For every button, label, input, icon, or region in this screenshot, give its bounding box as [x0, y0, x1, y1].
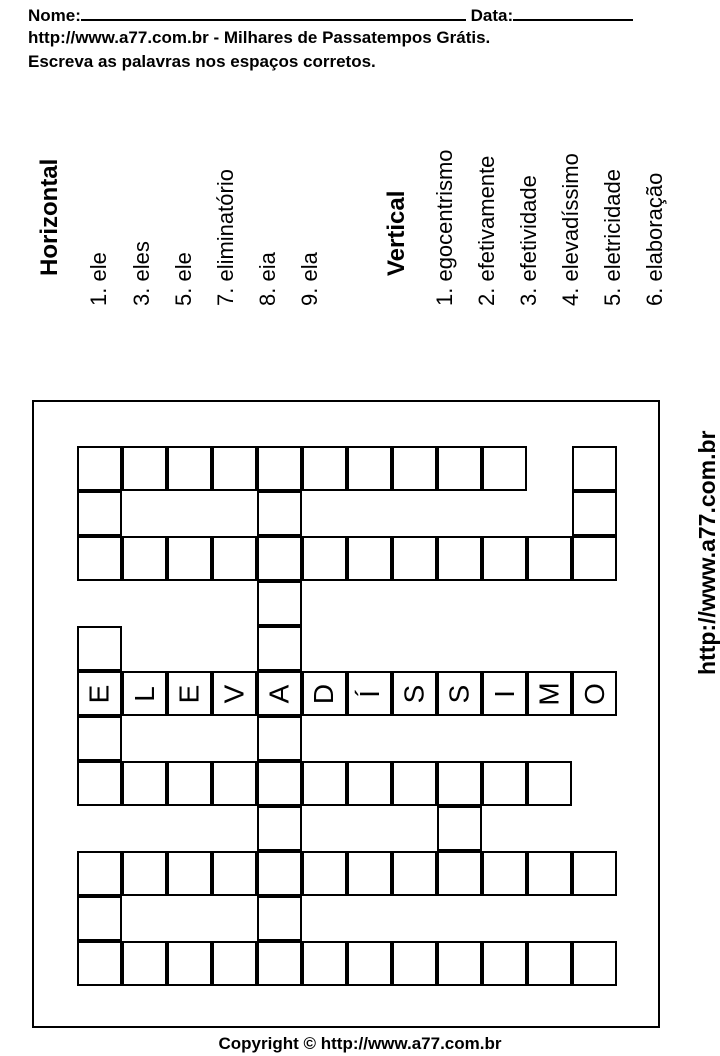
- grid-cell[interactable]: [77, 716, 122, 761]
- given-letter: M: [533, 681, 565, 706]
- site-line: http://www.a77.com.br - Milhares de Passatempos Grátis.: [28, 28, 491, 47]
- grid-cell[interactable]: [572, 491, 617, 536]
- grid-cell[interactable]: [302, 941, 347, 986]
- grid-cell[interactable]: [482, 761, 527, 806]
- given-letter: A: [263, 684, 295, 703]
- grid-cell[interactable]: [437, 761, 482, 806]
- grid-cell[interactable]: [572, 446, 617, 491]
- grid-cell[interactable]: [122, 446, 167, 491]
- grid-cell[interactable]: [347, 851, 392, 896]
- grid-cell[interactable]: [437, 941, 482, 986]
- grid-cell[interactable]: [77, 536, 122, 581]
- grid-cell[interactable]: [527, 941, 572, 986]
- side-url: http://www.a77.com.br: [694, 430, 720, 675]
- grid-cell[interactable]: [482, 446, 527, 491]
- grid-cell[interactable]: [257, 761, 302, 806]
- vertical-clue: 4. elevadíssimo: [558, 153, 583, 306]
- vertical-clue: 5. eletricidade: [600, 169, 625, 306]
- grid-cell[interactable]: [302, 536, 347, 581]
- grid-cell[interactable]: [257, 536, 302, 581]
- given-letter: Í: [353, 689, 385, 698]
- horizontal-heading: Horizontal: [36, 158, 63, 276]
- name-label: Nome:: [28, 6, 81, 25]
- grid-cell[interactable]: [167, 851, 212, 896]
- grid-cell[interactable]: [347, 761, 392, 806]
- grid-cell[interactable]: [572, 941, 617, 986]
- grid-cell[interactable]: [527, 536, 572, 581]
- grid-cell[interactable]: [527, 761, 572, 806]
- grid-cell[interactable]: [437, 806, 482, 851]
- vertical-clue: 3. efetividade: [516, 175, 541, 306]
- grid-cell[interactable]: [212, 941, 257, 986]
- grid-cell[interactable]: [212, 761, 257, 806]
- grid-cell[interactable]: [212, 851, 257, 896]
- vertical-clue: 2. efetivamente: [474, 155, 499, 306]
- grid-cell[interactable]: [167, 761, 212, 806]
- given-letter: S: [398, 684, 430, 703]
- vertical-clue: 6. elaboração: [642, 172, 667, 306]
- grid-cell[interactable]: [77, 851, 122, 896]
- grid-cell[interactable]: [527, 851, 572, 896]
- horizontal-clue: 7. eliminatório: [213, 169, 238, 306]
- given-letter: E: [83, 684, 115, 703]
- grid-cell[interactable]: [122, 536, 167, 581]
- given-letter: I: [488, 689, 520, 698]
- grid-cell[interactable]: [392, 446, 437, 491]
- grid-cell[interactable]: [122, 761, 167, 806]
- grid-cell[interactable]: [167, 536, 212, 581]
- date-label: Data:: [470, 6, 514, 25]
- grid-cell[interactable]: [482, 941, 527, 986]
- grid-cell[interactable]: [77, 941, 122, 986]
- grid-cell[interactable]: [347, 446, 392, 491]
- grid-cell[interactable]: [302, 851, 347, 896]
- grid-cell[interactable]: [302, 446, 347, 491]
- grid-cell[interactable]: [437, 536, 482, 581]
- given-letter: E: [173, 684, 205, 703]
- grid-cell[interactable]: [257, 491, 302, 536]
- grid-cell[interactable]: [392, 761, 437, 806]
- vertical-heading: Vertical: [383, 190, 410, 276]
- grid-cell[interactable]: [257, 581, 302, 626]
- horizontal-clue: 3. eles: [129, 241, 154, 306]
- grid-cell[interactable]: [482, 851, 527, 896]
- given-letter: S: [443, 684, 475, 703]
- grid-cell[interactable]: [257, 446, 302, 491]
- instructions: Escreva as palavras nos espaços corretos.: [28, 52, 376, 71]
- grid-cell[interactable]: [257, 851, 302, 896]
- horizontal-clue: 5. ele: [171, 252, 196, 306]
- grid-cell[interactable]: [257, 716, 302, 761]
- grid-cell[interactable]: [212, 446, 257, 491]
- grid-cell[interactable]: [77, 896, 122, 941]
- grid-cell[interactable]: [392, 851, 437, 896]
- name-date-line: [28, 4, 633, 26]
- grid-cell[interactable]: [77, 761, 122, 806]
- grid-cell[interactable]: [167, 941, 212, 986]
- grid-cell[interactable]: [347, 536, 392, 581]
- grid-cell[interactable]: [167, 446, 212, 491]
- horizontal-clue: 8. eia: [255, 252, 280, 306]
- grid-cell[interactable]: [482, 536, 527, 581]
- grid-cell[interactable]: [392, 536, 437, 581]
- grid-cell[interactable]: [77, 491, 122, 536]
- grid-cell[interactable]: [257, 896, 302, 941]
- grid-cell[interactable]: [77, 446, 122, 491]
- given-letter: D: [308, 683, 340, 704]
- grid-cell[interactable]: [77, 626, 122, 671]
- given-letter: V: [218, 684, 250, 703]
- given-letter: L: [128, 685, 160, 702]
- copyright: Copyright © http://www.a77.com.br: [218, 1034, 502, 1053]
- grid-cell[interactable]: [257, 941, 302, 986]
- grid-cell[interactable]: [392, 941, 437, 986]
- grid-cell[interactable]: [302, 761, 347, 806]
- grid-cell[interactable]: [257, 806, 302, 851]
- grid-cell[interactable]: [257, 626, 302, 671]
- grid-cell[interactable]: [212, 536, 257, 581]
- grid-cell[interactable]: [122, 851, 167, 896]
- given-letter: O: [578, 682, 610, 705]
- date-field[interactable]: [513, 4, 633, 21]
- grid-cell[interactable]: [122, 941, 167, 986]
- grid-cell[interactable]: [572, 851, 617, 896]
- grid-cell[interactable]: [572, 536, 617, 581]
- name-field[interactable]: [81, 4, 466, 21]
- grid-cell[interactable]: [437, 851, 482, 896]
- vertical-clue: 1. egocentrismo: [432, 149, 457, 306]
- horizontal-clue: 1. ele: [86, 252, 111, 306]
- grid-cell[interactable]: [347, 941, 392, 986]
- grid-cell[interactable]: [437, 446, 482, 491]
- horizontal-clue: 9. ela: [297, 252, 322, 306]
